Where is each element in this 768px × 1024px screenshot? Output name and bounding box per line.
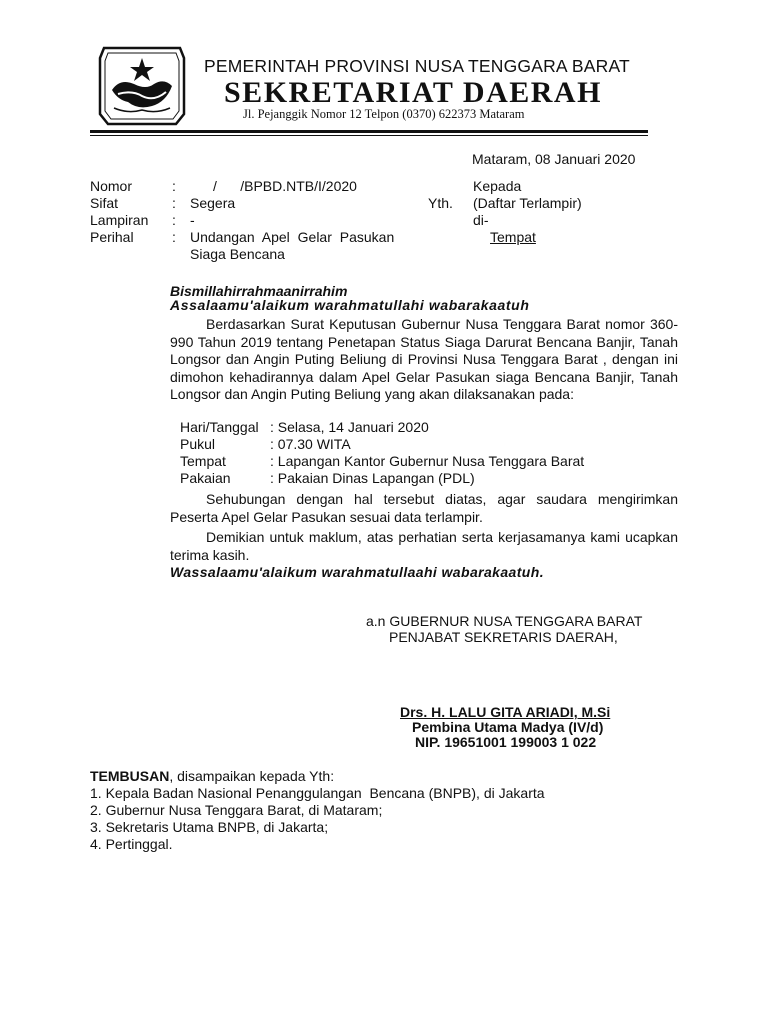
schedule-label-date: Hari/Tanggal — [180, 419, 259, 435]
nomor-label: Nomor — [90, 178, 133, 194]
bismillah: Bismillahirrahmaanirrahim — [170, 283, 348, 299]
lampiran-value: - — [190, 212, 195, 228]
schedule-value-attire: : Pakaian Dinas Lapangan (PDL) — [270, 470, 475, 486]
perihal-value-line2: Siaga Bencana — [190, 246, 285, 262]
government-header: PEMERINTAH PROVINSI NUSA TENGGARA BARAT — [204, 56, 630, 76]
signature-position: PENJABAT SEKRETARIS DAERAH, — [389, 629, 618, 645]
lampiran-colon: : — [172, 212, 176, 228]
recipient-yth: Yth. — [428, 195, 453, 211]
schedule-value-date: : Selasa, 14 Januari 2020 — [270, 419, 429, 435]
nomor-value: / /BPBD.NTB/I/2020 — [213, 178, 357, 194]
nomor-colon: : — [172, 178, 176, 194]
signatory-name: Drs. H. LALU GITA ARIADI, M.Si — [400, 704, 611, 720]
recipient-place: Tempat — [490, 229, 536, 245]
tembusan-item-4: 4. Pertinggal. — [90, 836, 173, 852]
letter-date: Mataram, 08 Januari 2020 — [472, 151, 636, 167]
provincial-emblem-logo — [98, 44, 186, 128]
header-divider-thin — [90, 135, 648, 136]
schedule-label-time: Pukul — [180, 436, 216, 452]
header-divider-thick — [90, 130, 648, 133]
paragraph-2: Sehubungan dengan hal tersebut diatas, agar saudara mengirimkan Peserta Apel Gelar Pasukan sesuai data terlampir. — [170, 491, 678, 525]
perihal-colon: : — [172, 229, 176, 245]
tembusan-item-1: 1. Kepala Badan Nasional Penanggulangan Bencana (BNPB), di Jakarta — [90, 785, 545, 801]
office-address: Jl. Pejanggik Nomor 12 Telpon (0370) 622373 Mataram — [243, 107, 525, 121]
schedule-value-time: : 07.30 WITA — [270, 436, 351, 452]
signatory-nip: NIP. 19651001 199003 1 022 — [415, 734, 597, 750]
recipient-di: di- — [473, 212, 489, 228]
office-title: SEKRETARIAT DAERAH — [224, 76, 602, 109]
paragraph-3: Demikian untuk maklum, atas perhatian serta kerjasamanya kami ucapkan terima kasih. — [170, 529, 678, 563]
tembusan-intro: , disampaikan kepada Yth: — [169, 768, 335, 784]
opening-salam: Assalaamu'alaikum warahmatullahi wabarakaatuh — [170, 297, 530, 313]
sifat-label: Sifat — [90, 195, 119, 211]
recipient-kepada: Kepada — [473, 178, 522, 194]
closing-salam: Wassalaamu'alaikum warahmatullaahi wabarakaatuh. — [170, 564, 544, 580]
sifat-colon: : — [172, 195, 176, 211]
sifat-value: Segera — [190, 195, 236, 211]
signatory-rank: Pembina Utama Madya (IV/d) — [412, 719, 604, 735]
tembusan-item-3: 3. Sekretaris Utama BNPB, di Jakarta; — [90, 819, 329, 835]
tembusan-title: TEMBUSAN — [90, 768, 170, 784]
schedule-label-place: Tempat — [180, 453, 226, 469]
lampiran-label: Lampiran — [90, 212, 149, 228]
schedule-value-place: : Lapangan Kantor Gubernur Nusa Tenggara Barat — [270, 453, 585, 469]
paragraph-1: Berdasarkan Surat Keputusan Gubernur Nusa Tenggara Barat nomor 360-990 Tahun 2019 tentang Penetapan Status Siaga Darurat Bencana Banjir, Tanah Longsor dan Angin Puting Beliung di Provinsi Nusa Tenggara Barat , dengan ini dimohon kehadirannya dalam Apel Gelar Pasukan siaga Bencana Banjir, Tanah Longsor dan Angin Puting Beliung yang akan dilaksanakan pada: — [170, 316, 678, 402]
perihal-value-line1: Undangan Apel Gelar Pasukan — [190, 229, 395, 245]
signature-on-behalf: a.n GUBERNUR NUSA TENGGARA BARAT — [366, 613, 643, 629]
tembusan-heading — [90, 768, 334, 785]
tembusan-item-2: 2. Gubernur Nusa Tenggara Barat, di Mataram; — [90, 802, 383, 818]
perihal-label: Perihal — [90, 229, 134, 245]
recipient-list: (Daftar Terlampir) — [473, 195, 582, 211]
schedule-label-attire: Pakaian — [180, 470, 231, 486]
